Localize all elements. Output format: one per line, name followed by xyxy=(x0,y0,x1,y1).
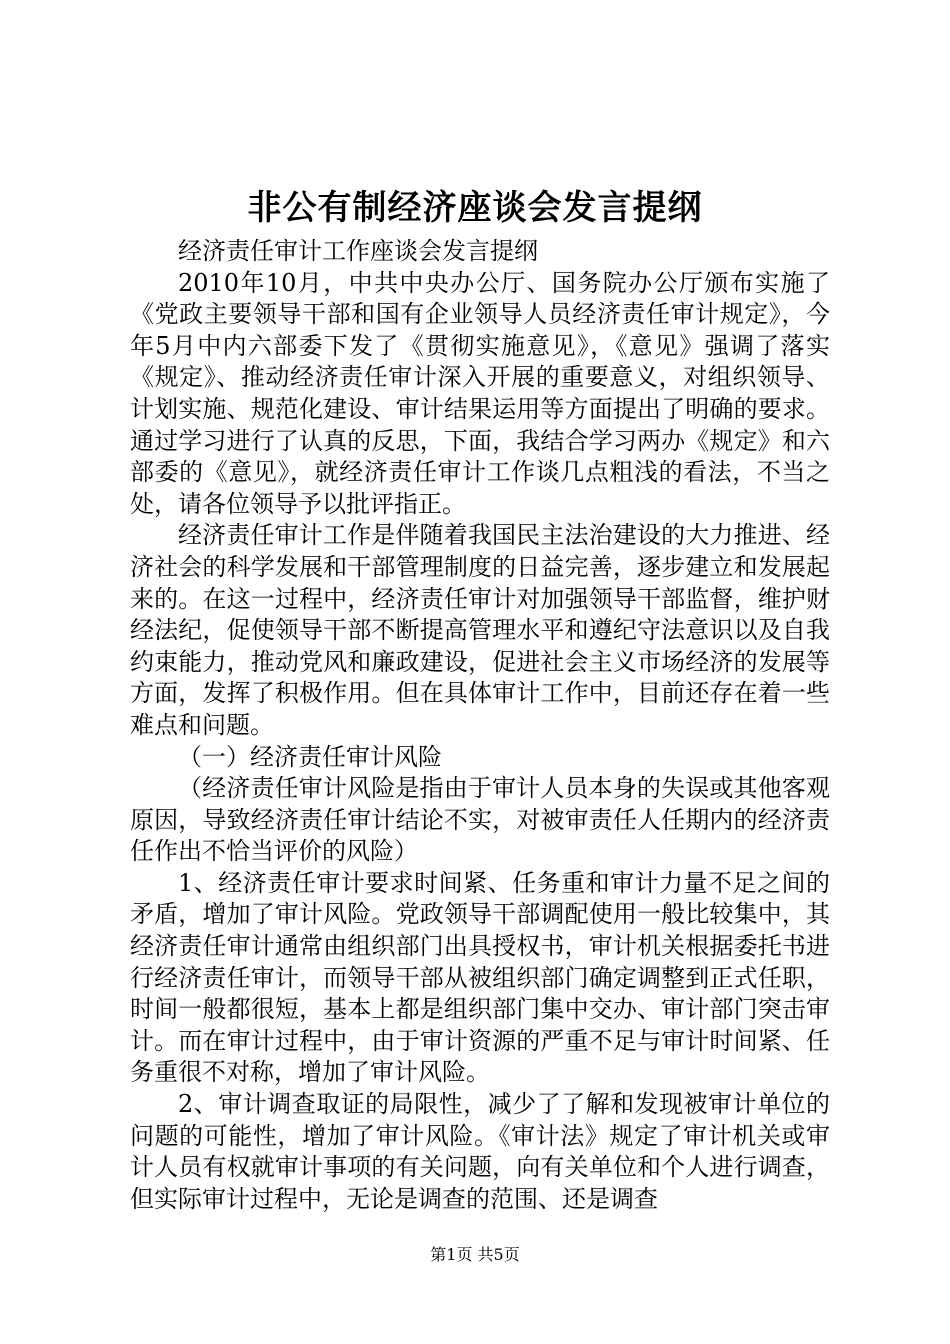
paragraph-point-1: 1、经济责任审计要求时间紧、任务重和审计力量不足之间的矛盾，增加了审计风险。党政领导干部调配使用一般比较集中，其经济责任审计通常由组织部门出具授权书，审计机关根据委托书进行经济责任审计，而领导干部从被组织部门确定调整到正式任职，时间一般都很短，基本上都是组织部门集中交办、审计部门突击审计。而在审计过程中，由于审计资源的严重不足与审计时间紧、任务重很不对称，增加了审计风险。 xyxy=(130,868,830,1087)
document-title: 非公有制经济座谈会发言提纲 xyxy=(247,188,703,228)
document-body xyxy=(130,236,830,1215)
paragraph-risk-definition: （经济责任审计风险是指由于审计人员本身的失误或其他客观原因，导致经济责任审计结论不实，对被审责任人任期内的经济责任作出不恰当评价的风险） xyxy=(130,774,830,866)
paragraph-background: 经济责任审计工作是伴随着我国民主法治建设的大力推进、经济社会的科学发展和干部管理制度的日益完善，逐步建立和发展起来的。在这一过程中，经济责任审计对加强领导干部监督，维护财经法纪，促使领导干部不断提高管理水平和遵纪守法意识以及自我约束能力，推动党风和廉政建设，促进社会主义市场经济的发展等方面，发挥了积极作用。但在具体审计工作中，目前还存在着一些难点和问题。 xyxy=(130,521,830,739)
document-subtitle: 经济责任审计工作座谈会发言提纲 xyxy=(178,237,538,265)
paragraph-point-2: 2、审计调查取证的局限性，减少了了解和发现被审计单位的问题的可能性，增加了审计风险。《审计法》规定了审计机关或审计人员有权就审计事项的有关问题，向有关单位和个人进行调查，但实际审计过程中，无论是调查的范围、还是调查 xyxy=(130,1090,830,1213)
section-heading-audit-risk: （一）经济责任审计风险 xyxy=(178,742,442,771)
page-footer: 第1页 共5页 xyxy=(430,1245,520,1264)
paragraph-intro: 2010年10月，中共中央办公厅、国务院办公厅颁布实施了《党政主要领导干部和国有企业领导人员经济责任审计规定》，今年5月中内六部委下发了《贯彻实施意见》，《意见》强调了落实《规定》、推动经济责任审计深入开展的重要意义，对组织领导、计划实施、规范化建设、审计结果运用等方面提出了明确的要求。通过学习进行了认真的反思，下面，我结合学习两办《规定》和六部委的《意见》，就经济责任审计工作谈几点粗浅的看法，不当之处，请各位领导予以批评指正。 xyxy=(130,268,830,518)
